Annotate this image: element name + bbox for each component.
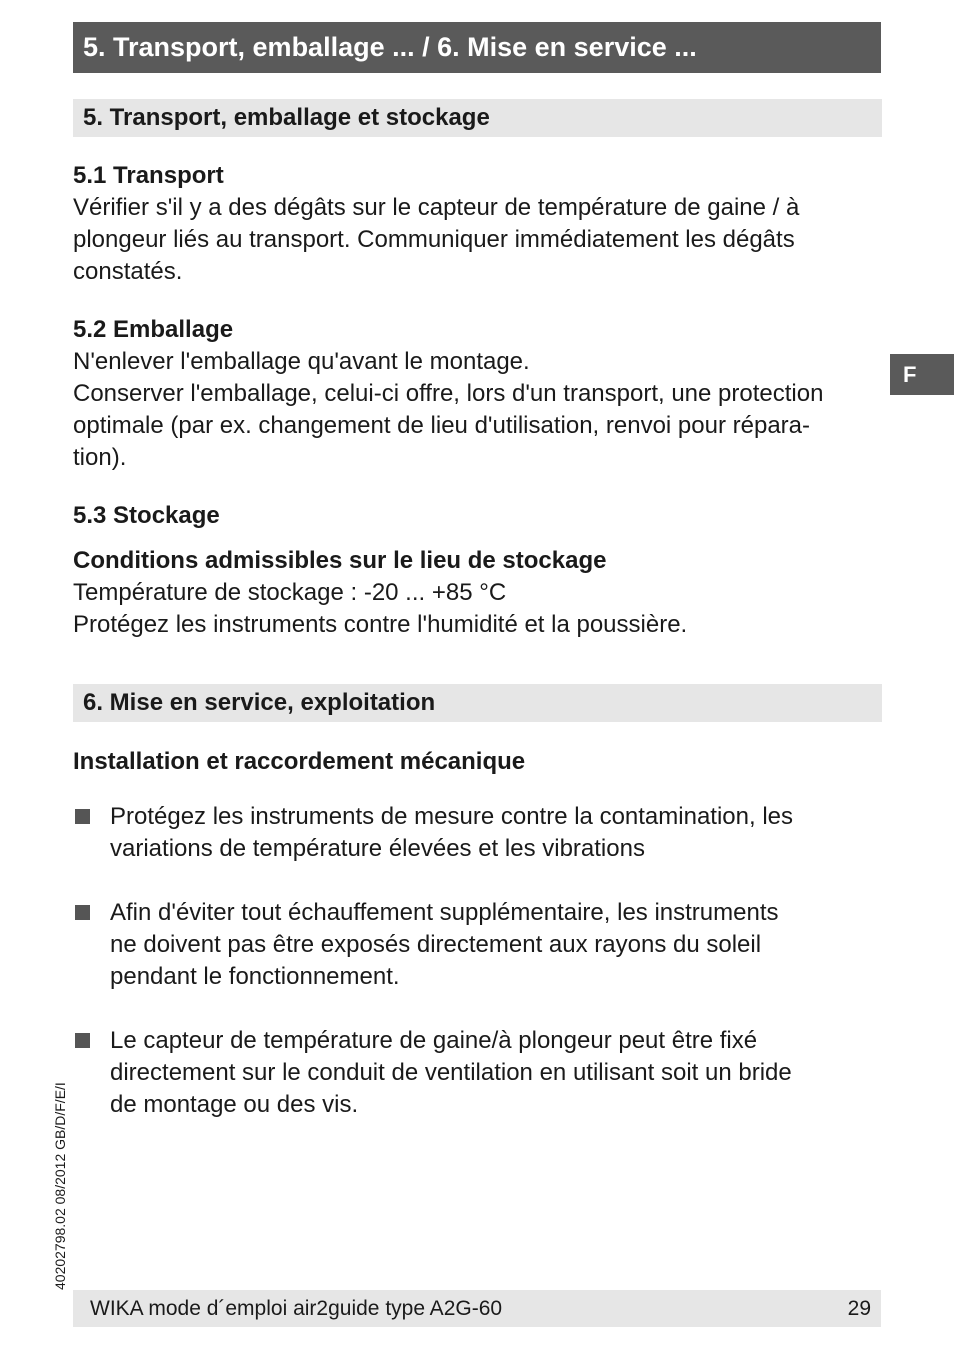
section-5-title: 5. Transport, emballage et stockage: [73, 99, 882, 137]
text-line: pendant le fonctionnement.: [110, 963, 400, 990]
text-line: Protégez les instruments de mesure contre la contamination, les: [110, 803, 794, 830]
text-line: Conserver l'emballage, celui-ci offre, lors d'un transport, une protection: [73, 380, 824, 407]
text-line: variations de température élevées et les vibrations: [110, 835, 645, 862]
bullet-square-icon: [75, 905, 90, 920]
heading-5-2: 5.2 Emballage: [73, 316, 234, 343]
bullet-square-icon: [75, 1033, 90, 1048]
text-line: Température de stockage : -20 ... +85 °C: [73, 579, 507, 606]
heading-5-1: 5.1 Transport: [73, 162, 224, 189]
text-line: directement sur le conduit de ventilation en utilisant soit un bride: [110, 1059, 792, 1086]
bullet-square-icon: [75, 809, 90, 824]
text-line: constatés.: [73, 258, 183, 285]
text-line: de montage ou des vis.: [110, 1091, 359, 1118]
section-6-title: 6. Mise en service, exploitation: [73, 684, 882, 722]
footer-text: WIKA mode d´emploi air2guide type A2G-60: [90, 1297, 503, 1320]
language-tab: F: [890, 354, 954, 395]
text-line: Afin d'éviter tout échauffement supplémentaire, les instruments: [110, 899, 779, 926]
text-line: plongeur liés au transport. Communiquer immédiatement les dégâts: [73, 226, 795, 253]
text-line: Protégez les instruments contre l'humidité et la poussière.: [73, 611, 688, 638]
text-line: ne doivent pas être exposés directement aux rayons du soleil: [110, 931, 762, 958]
text-line: Le capteur de température de gaine/à plongeur peut être fixé: [110, 1027, 758, 1054]
text-line: Vérifier s'il y a des dégâts sur le capteur de température de gaine / à: [73, 194, 800, 221]
subheading-installation: Installation et raccordement mécanique: [73, 748, 526, 775]
paragraph-5-1: [73, 192, 873, 288]
heading-5-3: 5.3 Stockage: [73, 502, 220, 529]
paragraph-5-3: [73, 577, 873, 641]
document-code: 40202798.02 08/2012 GB/D/F/E/I: [52, 1082, 68, 1290]
text-line: N'enlever l'emballage qu'avant le montage.: [73, 348, 530, 375]
paragraph-5-2: [73, 346, 873, 474]
subheading-storage-conditions: Conditions admissibles sur le lieu de stockage: [73, 547, 607, 574]
page-header-title: 5. Transport, emballage ... / 6. Mise en service ...: [73, 22, 881, 73]
page-footer: [73, 1290, 881, 1327]
text-line: optimale (par ex. changement de lieu d'utilisation, renvoi pour répara-: [73, 412, 810, 439]
page-number: 29: [847, 1297, 871, 1320]
text-line: tion).: [73, 444, 127, 471]
